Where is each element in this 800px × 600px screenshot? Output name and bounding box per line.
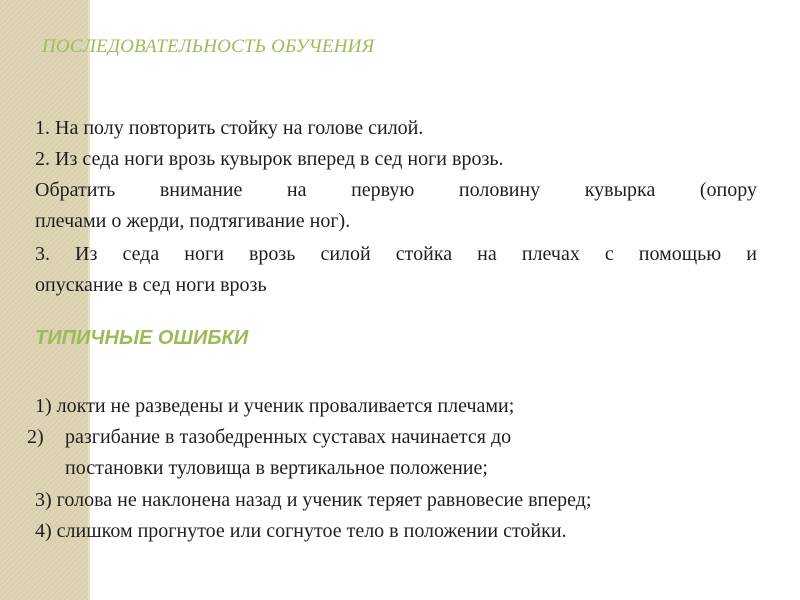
errors-heading: ТИПИЧНЫЕ ОШИБКИ bbox=[35, 327, 249, 349]
step-line-6: опускание в сед ноги врозь bbox=[35, 274, 267, 296]
step-line-3-text: Обратить внимание на первую половину кувырка (опору bbox=[35, 179, 757, 201]
step-line-5 bbox=[35, 239, 757, 270]
error-item-2-number: 2) bbox=[27, 426, 44, 448]
error-item-4: 4) слишком прогнутое или согнутое тело в положении стойки. bbox=[35, 520, 567, 542]
step-line-1: 1. На полу повторить стойку на голове силой. bbox=[35, 117, 424, 139]
step-line-4: плечами о жерди, подтягивание ног). bbox=[35, 210, 351, 232]
section-heading: ПОСЛЕДОВАТЕЛЬНОСТЬ ОБУЧЕНИЯ bbox=[42, 36, 375, 57]
step-line-3 bbox=[35, 175, 757, 206]
error-item-3: 3) голова не наклонена назад и ученик теряет равновесие вперед; bbox=[35, 489, 592, 511]
error-item-1: 1) локти не разведены и ученик проваливается плечами; bbox=[35, 395, 515, 417]
error-item-2-line-1: разгибание в тазобедренных суставах начинается до bbox=[65, 426, 512, 448]
step-line-2: 2. Из седа ноги врозь кувырок вперед в сед ноги врозь. bbox=[35, 148, 504, 170]
error-item-2-line-2: постановки туловища в вертикальное положение; bbox=[65, 457, 488, 479]
step-line-5-text: 3. Из седа ноги врозь силой стойка на плечах с помощью и bbox=[35, 243, 757, 265]
